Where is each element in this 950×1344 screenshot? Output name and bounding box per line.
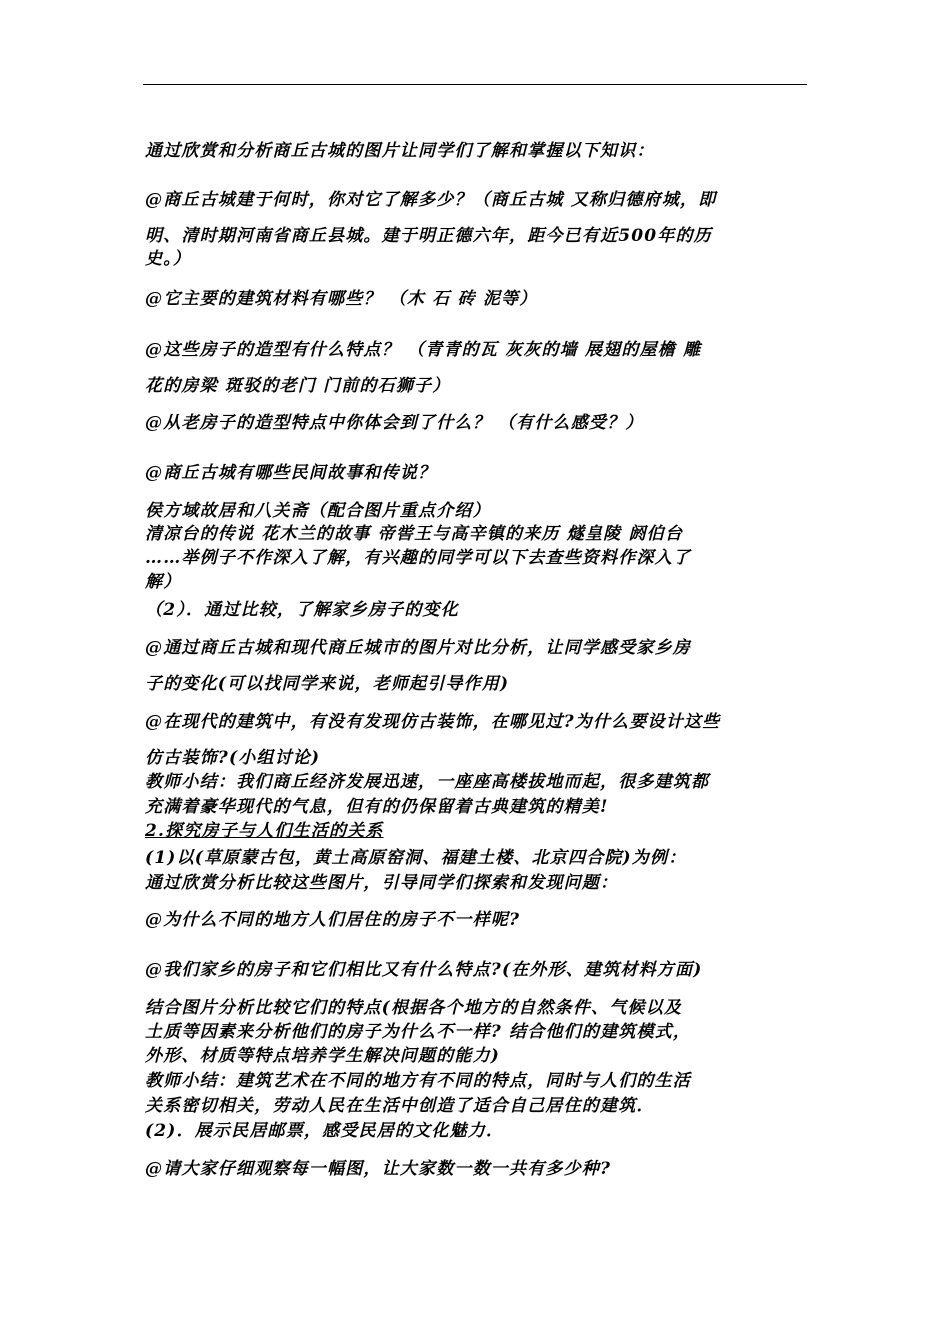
section-heading: （2）．通过比较，了解家乡房子的变化 xyxy=(145,600,459,620)
text-line: 史。） xyxy=(145,249,192,269)
question-line: @商丘古城建于何时，你对它了解多少？（商丘古城 又称归德府城，即 xyxy=(145,190,717,210)
text-line: 明、清时期河南省商丘县城。建于明正德六年，距今已有近500年的历 xyxy=(145,226,712,246)
text-line: 外形、材质等特点培养学生解决问题的能力) xyxy=(145,1046,501,1066)
text-line: 仿古装饰?(小组讨论) xyxy=(145,748,321,768)
question-line: @商丘古城有哪些民间故事和传说？ xyxy=(145,463,437,483)
text-line: 清凉台的传说 花木兰的故事 帝喾王与高辛镇的来历 燧皇陵 阏伯台 xyxy=(145,524,684,544)
text-line: 土质等因素来分析他们的房子为什么不一样? 结合他们的建筑模式， xyxy=(145,1022,692,1042)
question-line: @请大家仔细观察每一幅图，让大家数一数一共有多少种? xyxy=(145,1159,612,1179)
question-line: @为什么不同的地方人们居住的房子不一样呢? xyxy=(145,910,521,930)
text-line: (1)以(草原蒙古包，黄土高原窑洞、福建土楼、北京四合院)为例： xyxy=(145,848,687,868)
teacher-summary-line: 教师小结：建筑艺术在不同的地方有不同的特点，同时与人们的生活 xyxy=(145,1071,691,1091)
question-line: @从老房子的造型特点中你体会到了什么？ （有什么感受？） xyxy=(145,413,644,433)
teacher-summary-line: 教师小结：我们商丘经济发展迅速，一座座高楼拔地而起，很多建筑都 xyxy=(145,772,710,792)
text-line: 侯方域故居和八关斋（配合图片重点介绍） xyxy=(145,501,491,521)
text-line: 子的变化(可以找同学来说，老师起引导作用) xyxy=(145,674,510,694)
section-heading: (2)．展示民居邮票，感受民居的文化魅力． xyxy=(145,1121,505,1141)
text-line: 结合图片分析比较它们的特点(根据各个地方的自然条件、气候以及 xyxy=(145,998,683,1018)
text-line: 花的房梁 斑驳的老门 门前的石狮子） xyxy=(145,376,451,396)
text-line: 充满着豪华现代的气息，但有的仍保留着古典建筑的精美! xyxy=(145,797,609,817)
question-line: @它主要的建筑材料有哪些？ （木 石 砖 泥等） xyxy=(145,289,538,309)
header-rule xyxy=(143,84,807,85)
section-heading: 2.探究房子与人们生活的关系 xyxy=(145,821,384,841)
intro-line: 通过欣赏和分析商丘古城的图片让同学们了解和掌握以下知识： xyxy=(145,141,655,161)
question-line: @这些房子的造型有什么特点？ （青青的瓦 灰灰的墙 展翅的屋檐 雕 xyxy=(145,340,702,360)
text-line: ……举例子不作深入了解，有兴趣的同学可以下去查些资料作深入了 xyxy=(145,548,691,568)
question-line: @通过商丘古城和现代商丘城市的图片对比分析，让同学感受家乡房 xyxy=(145,638,691,658)
text-line: 解） xyxy=(145,572,182,592)
question-line: @在现代的建筑中，有没有发现仿古装饰，在哪见过?为什么要设计这些 xyxy=(145,712,721,732)
text-line: 关系密切相关，劳动人民在生活中创造了适合自己居住的建筑． xyxy=(145,1096,655,1116)
question-line: @我们家乡的房子和它们相比又有什么特点?(在外形、建筑材料方面) xyxy=(145,960,703,980)
text-line: 通过欣赏分析比较这些图片，引导同学们探索和发现问题： xyxy=(145,873,619,893)
